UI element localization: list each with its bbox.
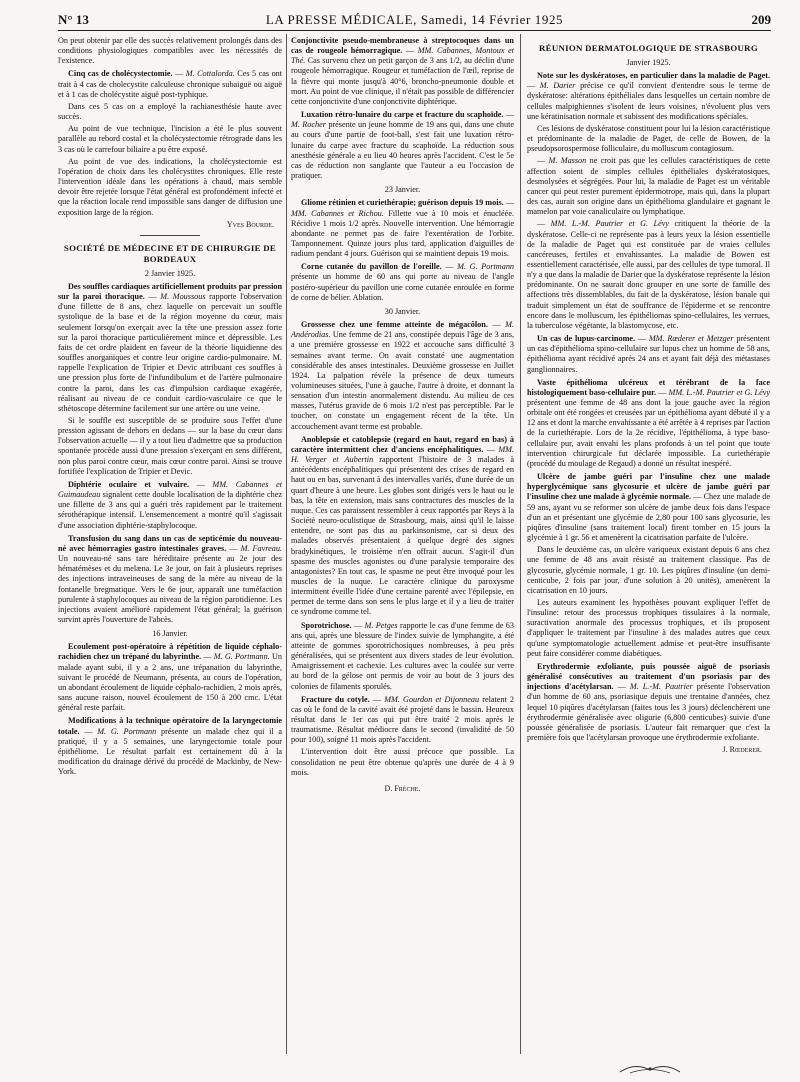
article-erythrodermie: Erythrodermie exfoliante, puis poussée aiguë de psoriasis généralisé consécutives au traitement d'un psoriasis par des injections d'acétylarsan. — M. L.-M. Pautrier présente l'observation d'un homme de 60 ans, psoriasique depuis une trentaine d'années, chez lequel 10 piqûres d'acétylarsan (faites tous les 3 jours) déclenchèrent une érythrodermie généralisée avec oligurie (6,800 centicubes) suivie d'une poussée généralisée de psoriasis. L'auteur fait remarquer que c'est la première fois que l'acétylarsan provoque une érythrodermie exfoliante. xyxy=(527,661,771,742)
paragraph: Au point de vue technique, l'incision a été le plus souvent parallèle au rebord costal et la cholécystectomie rétrograde dans les 3 cas où le carrefour biliaire a pu être exposé. xyxy=(58,124,282,154)
article-text: Une femme de 21 ans, constipée depuis l'âge de 3 ans, a une première grossesse en 1922 et accouche sans difficulté 3 semaines avant terme. On avait constaté une augmentation considérable des anses intestinales. Deuxième grossesse en Juillet 1924. La palpation révèle la présence de deux tumeurs volumineuses situées, l'une à gauche, l'autre à droite, et donnant la sensation d'un intestin anormalement distendu. Au milieu de ces masses, l'utérus gravide de 6 mois 1/2 n'est pas perceptible. Par le toucher, on constate un engagement récent de la tête. Un accouchement avant terme est probable. xyxy=(291,330,515,431)
article-title: Fracture du cotyle. xyxy=(301,694,370,704)
article-text: Un nouveau-né sans tare héréditaire présente au 2e jour des hématémèses et du melæna. Le 3e jour, on fait à plusieurs reprises des injections intraveineuses de sang de la mère au niveau de la fontanelle bregmatique. Vers le 6e jour, apparaît une tuméfaction purulente à staphylocoques au niveau de la région parotidienne. Les injections avaient amélioré rapidement l'état général; la guérison survint après l'ouverture de l'abcès. xyxy=(58,554,282,624)
article-anoblepsie: Anoblepsie et catoblepsie (regard en haut, regard en bas) à caractère intermittent chez d'anciens encéphalitiques. — MM. H. Verger et Aubertin rapportent l'histoire de 3 malades à antécédents encéphalitiques qui présentent des crises de regard en haut ou en bas, survenant à des intervalles variés, d'une durée de un quart d'heure à une heure. Les globes sont dirigés vers le haut ou le bas, la tête en extension, mais sans contractures des muscles de la nuque. Ces cas paraissent ressembler à ceux rapportés par Reys à la Société neuro-oculistique de Strasbourg, mais, ainsi qu'il le laisse entendre, ne sont pas dus au parkinsonisme, car si deux des malades observés présentaient à quelque degré des signes bradykinétiques, le troisième n'en offrait aucun. S'agit-il d'un spasme des muscles agonistes ou d'une paralysie temporaire des antagonistes? En tout cas, le spasme ne peut être invoqué pour les muscles de la nuque. Le caractère clinique du paroxysme intermittent éveille l'idée d'une certaine parenté avec l'épilepsie, en permet de terme dans son sens le plus large et il y a lieu de traiter ce syndrome comme tel. xyxy=(291,434,514,617)
article-author: M. Moussous xyxy=(160,292,206,302)
article-author: M. Favreau. xyxy=(240,543,282,553)
article-cotyle: Fracture du cotyle. — MM. Gourdon et Dijonneau relatent 2 cas où le fond de la cavité avait été projeté dans le bassin. Heureux résultat dans le 1er cas qui put être traité 2 mois après le traumatisme. Résultat médiocre dans le second (invalidité de 50 pour 100), soigné 11 mois après l'accident. xyxy=(291,694,515,745)
article-diphterie: Diphtérie oculaire et vulvaire. — MM. Cabannes et Guimaudeau signalent cette double localisation de la diphtérie chez une fillette de 3 ans qui a guéri très rapidement par le traitement sérothérapique intensif. L'ensemencement a montré qu'il s'agissait d'une association diphtérie-staphylocoque. xyxy=(58,479,282,530)
society-heading: RÉUNION DERMATOLOGIQUE DE STRASBOURG xyxy=(539,43,758,53)
paragraph: — MM. L.-M. Pautrier et G. Lévy critiquent la théorie de la dyskératose. Celle-ci ne représente pas à leurs yeux la lésion essentielle de la maladie de Paget qui est constituée par de vraies cellules cancéreuses, fertiles et envahissantes. La maladie de Bowen est essentiellement caractérisée, elle aussi, par des cellules de type tumoral. Il n'y a que dans la maladie de Darier que la dyskératose représente la lésion prédominante. On ne saurait donc grouper en une sorte de famille des affections très dissemblables, du fait de la dyskératose, lésion banale qui traduit simplement un état de souffrance de l'épiderme et se rencontre encore dans le molluscum, les épithéliomas spino-cellulaires, les verrues, la tuberculose végétante, la blastomycose, etc. xyxy=(527,219,771,330)
signature: Yves Bourde. xyxy=(226,219,274,229)
article-author: MM. Rœderer et Metzger xyxy=(648,334,734,344)
session-date: 2 Janvier 1925. xyxy=(144,268,196,278)
article-title: Ulcère de jambe guéri par l'insuline chez une malade hyperglycémique sans glycosurie et ulcère de jambe guéri par l'insuline chez une malade à glycémie normale. xyxy=(527,472,770,502)
printer-ornament-icon xyxy=(610,1060,690,1076)
article-text: précise ce qu'il convient d'entendre sous le terme de dyskératose: altérations épithéliales dans lesquelles un certain nombre de cellules malpighiennes s'isolent de leurs voisines, n'évoluent plus vers une kératinisation normale et subissent des modifications spéciales. xyxy=(527,81,771,121)
article-author: M. Rocher xyxy=(291,120,326,130)
article-megacolon: Grossesse chez une femme atteinte de mégacôlon. — M. Andérodias. Une femme de 21 ans, constipée depuis l'âge de 3 ans, a une première grossesse en 1922 et accouche sans difficulté 3 semaines avant terme. On avait constaté une augmentation considérable des anses intestinales. Deuxième grossesse en Juillet 1924. La palpation révèle la présence de deux tumeurs volumineuses situées, l'une à gauche, l'autre à droite, et donnant la sensation d'un intestin anormalement distendu. Au milieu de ces masses, l'utérus gravide de 6 mois 1/2 n'est pas perceptible. Par le toucher, on constate un engagement récent de la tête. Un accouchement avant terme est probable. xyxy=(291,320,515,431)
article-text: relatent 2 cas où le fond de la cavité avait été projeté dans le bassin. Heureux résultat dans le 1er cas qui put être traité 2 mois après le traumatisme. Résultat médiocre dans le second (invalidité de 50 pour 100), soigné 11 mois après l'accident. xyxy=(291,694,515,745)
article-title: Luxation rétro-lunaire du carpe et fracture du scaphoïde. xyxy=(301,110,504,120)
article-author: M. G. Portmann. xyxy=(213,652,270,662)
article-title: Ecoulement post-opératoire à répétition de liquide céphalo-rachidien chez un trépané du labyrinthe. xyxy=(58,642,282,662)
article-dyskeratoses: Note sur les dyskératoses, en particulier dans la maladie de Paget. — M. Darier précise ce qu'il convient d'entendre sous le terme de dyskératose: altérations épithéliales dans lesquelles un certain nombre de cellules malpighiennes s'isolent de leurs voisines, n'évoluent plus vers une kératinisation normale et subissent des modifications spéciales. xyxy=(527,71,771,121)
article-author: M. Andérodias. xyxy=(291,320,514,340)
article-text: présente un malade chez qui il a pratiqué, il y a 5 semaines, une laryngectomie totale pour épithéliome. Le résultat parfait est certainement dû à la modification du drainage dérivé du procédé de Mackinby, de New-York. xyxy=(58,726,283,777)
article-title: Modifications à la technique opératoire de la laryngectomie totale. xyxy=(58,716,282,736)
paragraph: On peut obtenir par elle des succès relativement prolongés dans des conditions physiologiques compatibles avec les nécessités de l'existence. xyxy=(58,36,282,66)
paragraph: Ces lésions de dyskératose constituent pour lui la lésion caractéristique et prédominante de la maladie de Paget, de celle de Bowen, de la pseudopsorospermose folliculaire, du molluscum contagiosum. xyxy=(527,123,770,154)
article-corne: Corne cutanée du pavillon de l'oreille. — M. G. Portmann présente un homme de 60 ans qui porte au niveau de l'angle postéro-supérieur du pavillon une corne cutanée enroulée en forme de corne de bélier. Ablation. xyxy=(291,262,515,302)
article-ecoulement: Ecoulement post-opératoire à répétition de liquide céphalo-rachidien chez un trépané du labyrinthe. — M. G. Portmann. Un malade ayant subi, il y a 2 ans, une trépanation du labyrinthe, suivant le procédé de Neumann, présenta, au cours de l'opération, un abondant écoulement de liquide céphalo-rachidien, 2 mois après, sans aucune raison, nouvel écoulement de 150 à 200 cmc. L'état général reste parfait. xyxy=(58,642,282,713)
article-author: M. Darier xyxy=(539,81,576,91)
article-ulcere: Ulcère de jambe guéri par l'insuline chez une malade hyperglycémique sans glycosurie et ulcère de jambe guéri par l'insuline chez une malade à glycémie normale. — Chez une malade de 59 ans, ayant vu se reformer son ulcère de jambe deux fois dans l'espace d'un an et présentant une glycémie de 2,80 pour 100 sans glycosurie, les piqûres d'insuline (sans traitement local) firent tomber en 15 jours la glycémie à 1 gr. 56 et amenèrent la cicatrisation parfaite de l'ulcère. xyxy=(527,472,770,543)
article-author: MM. H. Verger et Aubertin xyxy=(291,444,514,465)
article-sporotrichose: Sporotrichose. — M. Petges rapporte le cas d'une femme de 63 ans qui, après une blessure de l'index suivie de lymphangite, a été atteinte de gommes sporotrichosiques nombreuses, à peu près généralisées, qui se présentent aux divers stades de leur évolution. Amaigrissement et cachexie. Les cultures avec la coulée sur verre au bord de la gélose ont permis de voir au bout de 3 jours des colonies de filaments sporulés. xyxy=(291,620,514,691)
article-title: Vaste épithélioma ulcéreux et térébrant de la face histologiquement baso-cellulaire pur. xyxy=(527,377,770,397)
article-title: Erythrodermie exfoliante, puis poussée aiguë de psoriasis généralisé consécutives au traitement d'un psoriasis par des injections d'acétylarsan. xyxy=(527,661,770,692)
session-date: 23 Janvier. xyxy=(384,185,421,195)
paragraph: — M. Masson ne croit pas que les cellules caractéristiques de cette affection soient de simples cellules épithéliales dyskératosiques, desmolysées et ségrégées. Pour lui, la maladie de Paget est un véritable cancer qui peut rester purement épidermotrope, mais qui, dans la plupart des cas, aurait son origine dans un épithélioma glandulaire et gagnant le mamelon par voie canaliculaire ou lymphatique. xyxy=(527,156,771,217)
article-text: ne croit pas que les cellules caractéristiques de cette affection soient de simples cellules épithéliales dyskératosiques, desmolysées et ségrégées. Pour lui, la maladie de Paget est un véritable cancer qui peut rester purement épidermotrope, mais qui, dans la plupart des cas, aurait son origine dans un épithélioma glandulaire et gagnant le mamelon par voie canaliculaire ou lymphatique. xyxy=(527,156,771,217)
article-title: Note sur les dyskératoses, en particulier dans la maladie de Paget. xyxy=(537,71,770,81)
article-author: MM. Cabannes, Montoux et Thé. xyxy=(291,46,515,66)
article-lupus: Un cas de lupus-carcinome. — MM. Rœderer et Metzger présentent un cas d'épithélioma spino-cellulaire sur lupus chez un homme de 58 ans, épithélioma ayant récidivé après 24 ans et ayant fait déjà des métastases ganglionnaires. xyxy=(527,334,771,374)
article-text: signalent cette double localisation de la diphtérie chez une fillette de 3 ans qui a guéri très rapidement par le traitement sérothérapique intensif. L'ensemencement a montré qu'il s'agissait d'une association diphtérie-staphylocoque. xyxy=(58,490,282,530)
article-title: Des souffles cardiaques artificiellement produits par pression sur la paroi thoracique. xyxy=(58,281,282,302)
article-author: MM. L.-M. Pautrier et G. Lévy xyxy=(550,219,669,229)
column-3 xyxy=(527,36,770,1066)
article-title: Conjonctivite pseudo-membraneuse à streptocoques dans un cas de rougeole hémorragique. xyxy=(291,36,514,56)
column-divider xyxy=(286,34,287,1054)
article-title: Sporotrichose. xyxy=(301,620,352,630)
article-text: Chez une malade de 59 ans, ayant vu se reformer son ulcère de jambe deux fois dans l'espace d'un an et présentant une glycémie de 2,80 pour 100 sans glycosurie, les piqûres d'insuline (sans traitement local) firent tomber en 15 jours la glycémie à 1 gr. 56 et amenèrent la cicatrisation parfaite de l'ulcère. xyxy=(527,492,770,543)
article-text: critiquent la théorie de la dyskératose. Celle-ci ne représente pas à leurs yeux la lésion essentielle de la maladie de Paget qui est constituée par de vraies cellules cancéreuses, fertiles et envahissantes. La maladie de Bowen est essentiellement caractérisée, elle aussi, par des cellules de type tumoral. Il n'y a que dans la maladie de Darier que la dyskératose représente la lésion prédominante. On ne saurait donc grouper en une sorte de famille des affections très dissemblables, du fait de la dyskératose, lésion banale qui traduit simplement un état de souffrance de l'épiderme et se rencontre encore dans le molluscum, les épithéliomas spino-cellulaires, les verrues, la tuberculose végétante, la blastomycose, etc. xyxy=(527,219,771,330)
column-1 xyxy=(58,36,282,1054)
paragraph: Dans le deuxième cas, un ulcère variqueux existant depuis 6 ans chez une femme de 48 ans avait résisté au traitement classique. Pas de glycosurie, glycémie normale, 1 gr. 10. Les piqûres d'insuline (un demi-centicube, 2 fois par jour, d'une solution à 20 unités), amenèrent la cicatrisation en 10 jours. xyxy=(527,545,770,595)
session-date: 16 Janvier. xyxy=(152,629,188,639)
article-author: M. Cottalorda. xyxy=(185,69,235,79)
article-author: MM. L.-M. Pautrier et G. Lévy xyxy=(668,387,770,397)
paragraph: Les auteurs examinent les hypothèses pouvant expliquer l'effet de l'insuline: retour des processus trophiques tissulaires à la normale, suractivation anormale des processus trophiques, et ils proposent d'appliquer le traitement par l'insuline à des malades autres que ceux qu'une symptomatologie actuellement admise et peut-être insuffisante peut faire considérer comme diabétiques. xyxy=(527,597,770,658)
article-text: présentent une femme de 48 ans dont la joue gauche avec la région orbitale ont été rongées et creusées par un épithélioma ayant débuté il y a 12 ans et dont la marche envahissante a été arrêtée à 4 reprises par l'action de la curiethérapie. Lors de la 2e récidive, l'épithélioma, à type baso-cellulaire pur, avait envahi les plans profonds à un tel point que toute intervention chirurgicale fut déclarée impossible. La curiethérapie (procédé du moulage de Regaud) a donné un résultat inespéré. xyxy=(527,398,770,468)
page-number: 209 xyxy=(751,12,771,27)
session-date: 30 Janvier. xyxy=(384,306,421,316)
article-text: Un malade ayant subi, il y a 2 ans, une trépanation du labyrinthe, suivant le procédé de Neumann, présenta, au cours de l'opération, un abondant écoulement de liquide céphalo-rachidien, 2 mois après, sans aucune raison, nouvel écoulement de 150 à 200 cmc. L'état général reste parfait. xyxy=(58,652,282,713)
article-text: présente l'observation d'un homme de 60 ans, psoriasique depuis une trentaine d'années, chez lequel 10 piqûres d'acétylarsan (faites tous les 3 jours) déclenchèrent une érythrodermie généralisée avec oligurie (6,800 centicubes) suivie d'une poussée généralisée de psoriasis. L'auteur fait remarquer que c'est la première fois que l'acétylarsan provoque une érythrodermie exfoliante. xyxy=(527,682,771,742)
paragraph: Dans ces 5 cas on a employé la rachianesthésie haute avec succès. xyxy=(58,101,282,122)
signature: D. Frèche. xyxy=(384,783,421,793)
article-title: Transfusion du sang dans un cas de septicémie du nouveau-né avec hémorragies gastro intestinales graves. xyxy=(58,533,282,553)
article-title: Cinq cas de cholécystectomie. xyxy=(68,69,173,79)
article-conjonctivite: Conjonctivite pseudo-membraneuse à streptocoques dans un cas de rougeole hémorragique. — MM. Cabannes, Montoux et Thé. Cas survenu chez un petit garçon de 3 ans 1/2, au déclin d'une rougeole hémorragique. Rougeur et tuméfaction de l'œil, reprise de la fièvre qui monte jusqu'à 40°6, broncho-pneumonie double et mort. Au point de vue clinique, il n'était pas possible de différencier cette conjonctivite d'une conjonctivite diphtérique. xyxy=(291,36,515,106)
article-title: Corne cutanée du pavillon de l'oreille. xyxy=(301,262,442,272)
section-divider xyxy=(140,235,200,236)
article-author: M. L.-M. Pautrier xyxy=(629,682,693,692)
article-text: présente un homme de 60 ans qui porte au niveau de l'angle postéro-supérieur du pavillon une corne cutanée enroulée en forme de corne de bélier. Ablation. xyxy=(291,272,514,302)
paragraph: Si le souffle est susceptible de se produire sous l'effet d'une pression agissant de dehors en dedans — sur la base du cœur dans l'observation actuelle — il y a tout lieu d'admettre que sa production spontanée procède aussi d'une pression s'exerçant en sens différent, non plus paroi contre cœur, mais cœur contre paroi. Ainsi se trouve fortifiée l'explication de Tripier et Devic. xyxy=(58,416,282,476)
article-souffles: Des souffles cardiaques artificiellement produits par pression sur la paroi thoracique. — M. Moussous rapporte l'observation d'une fillette de 8 ans, chez laquelle on percevait un souffle systolique de la base et de la région moyenne du cœur, mais seulement lorsqu'on exerçait avec la tête une pression assez forte sur la paroi thoracique particulièrement mince et dépressible. Les faits de cet ordre plaident en faveur de la théorie liquidienne des souffles anorganiques et contre leur origine cardio-pulmonaire. M. rappelle l'explication de Tripier et Devic attribuant ces souffles à une pression plus forte de l'infundibulum et de l'artère pulmonaire contre la paroi, dans les cas d'impulsion cardiaque exagérée, réalisant au niveau de ce conduit cardio-vasculaire ce que le sthétoscope détermine facilement sur une artère ou une veine. xyxy=(58,281,283,413)
column-divider xyxy=(520,34,521,1054)
article-author: M. Masson xyxy=(548,156,587,166)
issue-number: N° 13 xyxy=(58,12,89,27)
article-text: rapporte l'observation d'une fillette de 8 ans, chez laquelle on percevait un souffle systolique de la base et de la région moyenne du cœur, mais seulement lorsqu'on exerçait avec la tête une pression assez forte sur la paroi thoracique particulièrement mince et dépressible. Les faits de cet ordre plaident en faveur de la théorie liquidienne des souffles anorganiques et contre leur origine cardio-pulmonaire. M. rappelle l'explication de Tripier et Devic attribuant ces souffles à une pression plus forte de l'infundibulum et de l'artère pulmonaire contre la paroi, dans les cas d'impulsion cardiaque exagérée, réalisant au niveau de ce conduit cardio-vasculaire ce que le sthétoscope détermine facilement sur une artère ou une veine. xyxy=(58,292,283,413)
column-2 xyxy=(291,36,514,1072)
article-author: MM. Cabannes et Guimaudeau xyxy=(58,479,282,500)
article-title: Gliome rétinien et curiethérapie; guérison depuis 19 mois. xyxy=(301,198,504,208)
article-title: Un cas de lupus-carcinome. xyxy=(537,334,636,344)
article-title: Grossesse chez une femme atteinte de mégacôlon. xyxy=(301,320,488,330)
article-author: M. G. Portmann xyxy=(457,262,515,272)
article-text: Cas survenu chez un petit garçon de 3 ans 1/2, au déclin d'une rougeole hémorragique. Rougeur et tuméfaction de l'œil, reprise de la fièvre qui monte jusqu'à 40°6, broncho-pneumonie double et mort. Au point de vue clinique, il n'était pas possible de différencier cette conjonctivite d'une conjonctivite diphtérique. xyxy=(291,56,515,106)
paragraph: L'intervention doit être aussi précoce que possible. La consolidation ne peut être obtenue qu'après une durée de 4 à 9 mois. xyxy=(291,747,514,777)
header-rule xyxy=(58,30,771,31)
article-author: MM. Cabannes et Richou. xyxy=(291,208,384,218)
article-title: Diphtérie oculaire et vulvaire. xyxy=(68,479,189,489)
article-text: Fillette vue à 10 mois et énucléée. Récidive 1 mois 1/2 après. Nouvelle intervention. Une hémorragie abondante ne permet pas de faire l'exentération de l'orbite. Tamponnement. Quinze jours plus tard, application d'aiguilles de radium pendant 4 jours. Guérison qui se maintient depuis 19 mois. xyxy=(291,208,514,259)
article-text: présente un jeune homme de 19 ans qui, dans une chute au cours d'une partie de foot-ball, s'est fait une luxation rétro-lunaire du carpe avec fracture du scaphoïde. La réduction sous anesthésie générale a eu lieu 40 heures après l'accident. C'est le 5e cas de réduction non sanglante que l'auteur a eu l'occasion de pratiquer. xyxy=(291,120,515,181)
article-luxation: Luxation rétro-lunaire du carpe et fracture du scaphoïde. — M. Rocher présente un jeune homme de 19 ans qui, dans une chute au cours d'une partie de foot-ball, s'est fait une luxation rétro-lunaire du carpe avec fracture du scaphoïde. La réduction sous anesthésie générale a eu lieu 40 heures après l'accident. C'est le 5e cas de réduction non sanglante que l'auteur a eu l'occasion de pratiquer. xyxy=(291,110,515,181)
article-text: Ces 5 cas ont trait à 4 cas de cholecystite calculeuse chronique subaiguë ou aiguë et à 1 cas de cholécystite aiguë post-typhique. xyxy=(58,69,283,99)
article-author: M. Petges xyxy=(364,620,398,630)
article-title: Anoblepsie et catoblepsie (regard en haut, regard en bas) à caractère intermittent chez d'anciens encéphalitiques. xyxy=(291,434,514,454)
page-header xyxy=(58,10,771,32)
article-cholecystectomie: Cinq cas de cholécystectomie. — M. Cottalorda. Ces 5 cas ont trait à 4 cas de cholecystite calculeuse chronique subaiguë ou aiguë et à 1 cas de cholécystite aiguë post-typhique. xyxy=(58,69,283,99)
article-text: rapporte le cas d'une femme de 63 ans qui, après une blessure de l'index suivie de lymphangite, a été atteinte de gommes sporotrichosiques nombreuses, à peu près généralisées, qui se présentent aux divers stades de leur évolution. Amaigrissement et cachexie. Les cultures avec la coulée sur verre au bord de la gélose ont permis de voir au bout de 3 jours des colonies de filaments sporulés. xyxy=(291,620,514,691)
article-author: MM. Gourdon et Dijonneau xyxy=(384,694,480,704)
article-epithelioma: Vaste épithélioma ulcéreux et térébrant de la face histologiquement baso-cellulaire pur. — MM. L.-M. Pautrier et G. Lévy présentent une femme de 48 ans dont la joue gauche avec la région orbitale ont été rongées et creusées par un épithélioma ayant débuté il y a 12 ans et dont la marche envahissante a été arrêtée à 4 reprises par l'action de la curiethérapie. Lors de la 2e récidive, l'épithélioma, à type baso-cellulaire pur, avait envahi les plans profonds à un tel point que toute intervention chirurgicale fut déclarée impossible. La curiethérapie (procédé du moulage de Regaud) a donné un résultat inespéré. xyxy=(527,377,770,468)
article-gliome: Gliome rétinien et curiethérapie; guérison depuis 19 mois. — MM. Cabannes et Richou. Fillette vue à 10 mois et énucléée. Récidive 1 mois 1/2 après. Nouvelle intervention. Une hémorragie abondante ne permet pas de faire l'exentération de l'orbite. Tamponnement. Quinze jours plus tard, application d'aiguilles de radium pendant 4 jours. Guérison qui se maintient depuis 19 mois. xyxy=(291,198,514,259)
article-transfusion: Transfusion du sang dans un cas de septicémie du nouveau-né avec hémorragies gastro intestinales graves. — M. Favreau. Un nouveau-né sans tare héréditaire présente au 2e jour des hématémèses et du melæna. Le 3e jour, on fait à plusieurs reprises des injections intraveineuses de sang de la mère au niveau de la fontanelle bregmatique. Vers le 6e jour, apparaît une tuméfaction purulente à staphylocoques au niveau de la région parotidienne. Les injections avaient amélioré rapidement l'état général; la guérison survint après l'ouverture de l'abcès. xyxy=(58,533,282,624)
session-date: Janvier 1925. xyxy=(626,58,671,67)
society-heading: SOCIÉTÉ DE MÉDECINE ET DE CHIRURGIE DE BORDEAUX xyxy=(63,242,277,264)
article-laryngectomie: Modifications à la technique opératoire de la laryngectomie totale. — M. G. Portmann présente un malade chez qui il a pratiqué, il y a 5 semaines, une laryngectomie totale pour épithéliome. Le résultat parfait est certainement dû à la modification du drainage dérivé du procédé de Mackinby, de New-York. xyxy=(58,716,283,777)
article-text: présentent un cas d'épithélioma spino-cellulaire sur lupus chez un homme de 58 ans, épithélioma ayant récidivé après 24 ans et ayant fait déjà des métastases ganglionnaires. xyxy=(527,334,771,374)
article-text: rapportent l'histoire de 3 malades à antécédents encéphalitiques qui présentent des crises de regard en haut ou en bas, survenant à des intervalles variés, d'une durée de un quart d'heure à une heure. Les globes sont dirigés vers le haut ou le bas, la tête en extension, mais sans contractures des muscles de la nuque. Ces cas paraissent ressembler à ceux rapportés par Reys à la Société neuro-oculistique de Strasbourg, mais, ainsi qu'il le laisse entendre, ne sont pas dus au parkinsonisme, car si deux des malades observés présentaient à quelque degré des signes bradykinétiques, le troisième n'en offrait aucun. S'agit-il d'un spasme des muscles agonistes ou d'une paralysie temporaire des antagonistes? En tout cas, le spasme ne peut être invoqué pour les muscles de la nuque. Le caractère clinique du paroxysme intermittent éveille l'idée d'une certaine parenté avec l'épilepsie, en permet de terme dans son sens le plus large et il y a lieu de traiter ce syndrome comme tel. xyxy=(291,455,514,617)
signature: J. Rœderer. xyxy=(722,745,762,755)
journal-title: LA PRESSE MÉDICALE, Samedi, 14 Février 1925 xyxy=(265,12,564,27)
paragraph: Au point de vue des indications, la cholécystectomie est l'opération de choix dans les cholécystites chroniques. Elle reste l'intervention idéale dans les opérations à chaud, mais semble devoir être rejetée lorsque l'état général est profondément infecté et que la réaction locale rend impossible sans danger de diffusion une exposition large de la région. xyxy=(58,156,282,217)
article-author: M. G. Portmann xyxy=(97,726,157,736)
